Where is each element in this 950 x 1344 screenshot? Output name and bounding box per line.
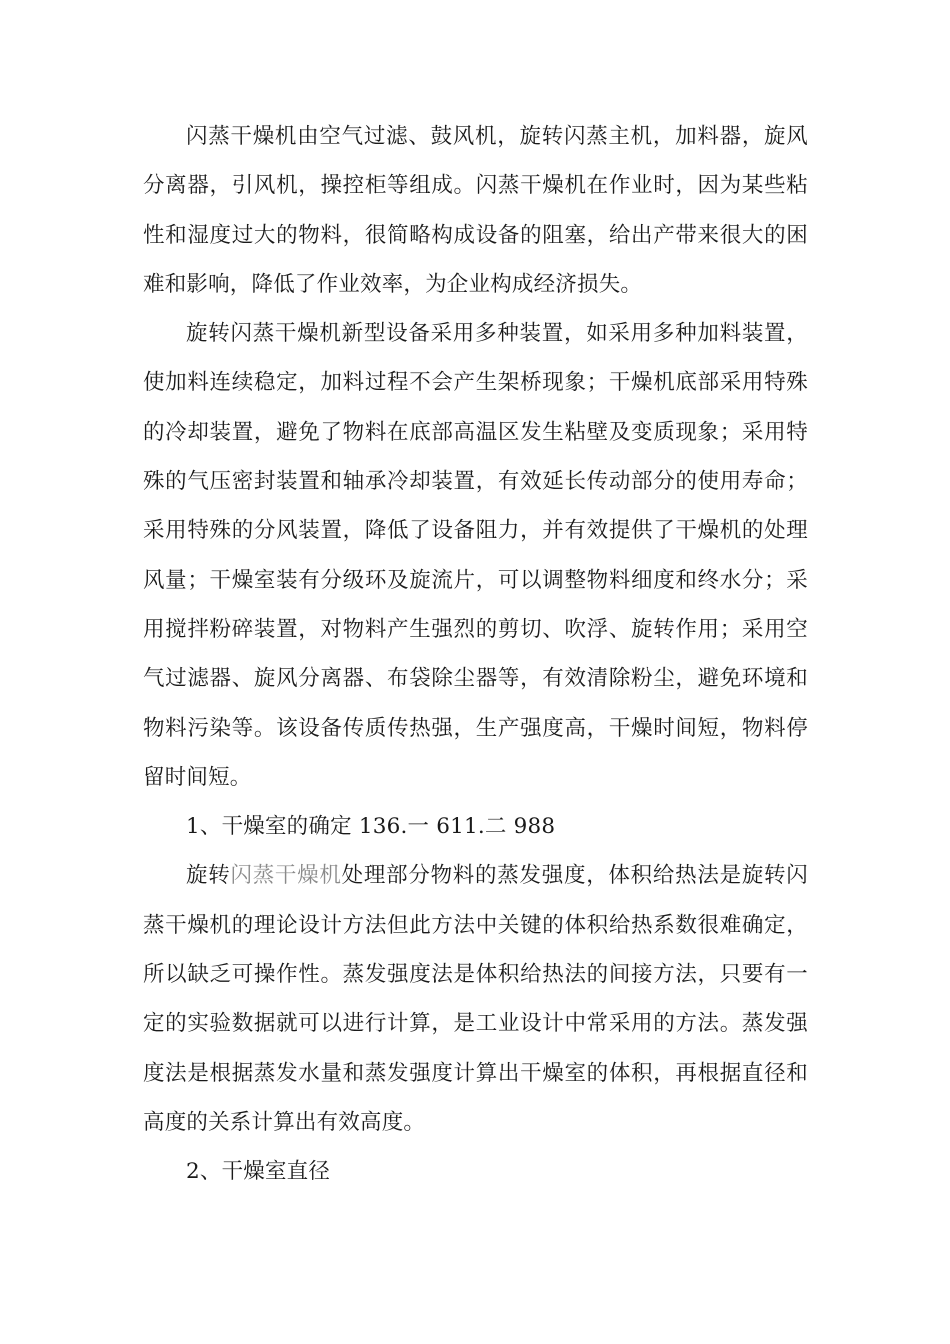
section-heading-drying-chamber: 1、干燥室的确定 136.一 611.二 988 (186, 814, 556, 840)
paragraph-features: 旋转闪蒸干燥机新型设备采用多种装置，如采用多种加料装置，使加料连续稳定，加料过程不会产生架桥现象；干燥机底部采用特殊的冷却装置，避免了物料在底部高温区发生粘壁及变质现象；采用特殊的气压密封装置和轴承冷却装置，有效延长传动部分的使用寿命；采用特殊的分风装置，降低了设备阻力，并有效提供了干燥机的处理风量；干燥室装有分级环及旋流片，可以调整物料细度和终水分；采用搅拌粉碎装置，对物料产生强烈的剪切、吹浮、旋转作用；采用空气过滤器、旋风分离器、布袋除尘器等，有效清除粉尘，避免环境和物料污染等。该设备传质传热强，生产强度高，干燥时间短，物料停留时间短。 (143, 321, 808, 790)
flash-dryer-link[interactable]: 闪蒸干燥机 (230, 863, 342, 889)
section-heading-chamber-diameter: 2、干燥室直径 (186, 1159, 331, 1185)
paragraph-rest: 处理部分物料的蒸发强度，体积给热法是旋转闪蒸干燥机的理论设计方法但此方法中关键的体积给热系数很难确定，所以缺乏可操作性。蒸发强度法是体积给热法的间接方法，只要有一定的实验数据就可以进行计算，是工业设计中常采用的方法。蒸发强度法是根据蒸发水量和蒸发强度计算出干燥室的体积，再根据直径和高度的关系计算出有效高度。 (143, 863, 808, 1135)
paragraph-intro: 闪蒸干燥机由空气过滤、鼓风机，旋转闪蒸主机，加料器，旋风分离器，引风机，操控柜等组成。闪蒸干燥机在作业时，因为某些粘性和湿度过大的物料，很简略构成设备的阻塞，给出产带来很大的困难和影响，降低了作业效率，为企业构成经济损失。 (143, 124, 808, 297)
document-body (143, 112, 808, 1197)
paragraph-prefix: 旋转 (186, 863, 231, 889)
paragraph-evaporation-intensity (143, 851, 808, 1147)
